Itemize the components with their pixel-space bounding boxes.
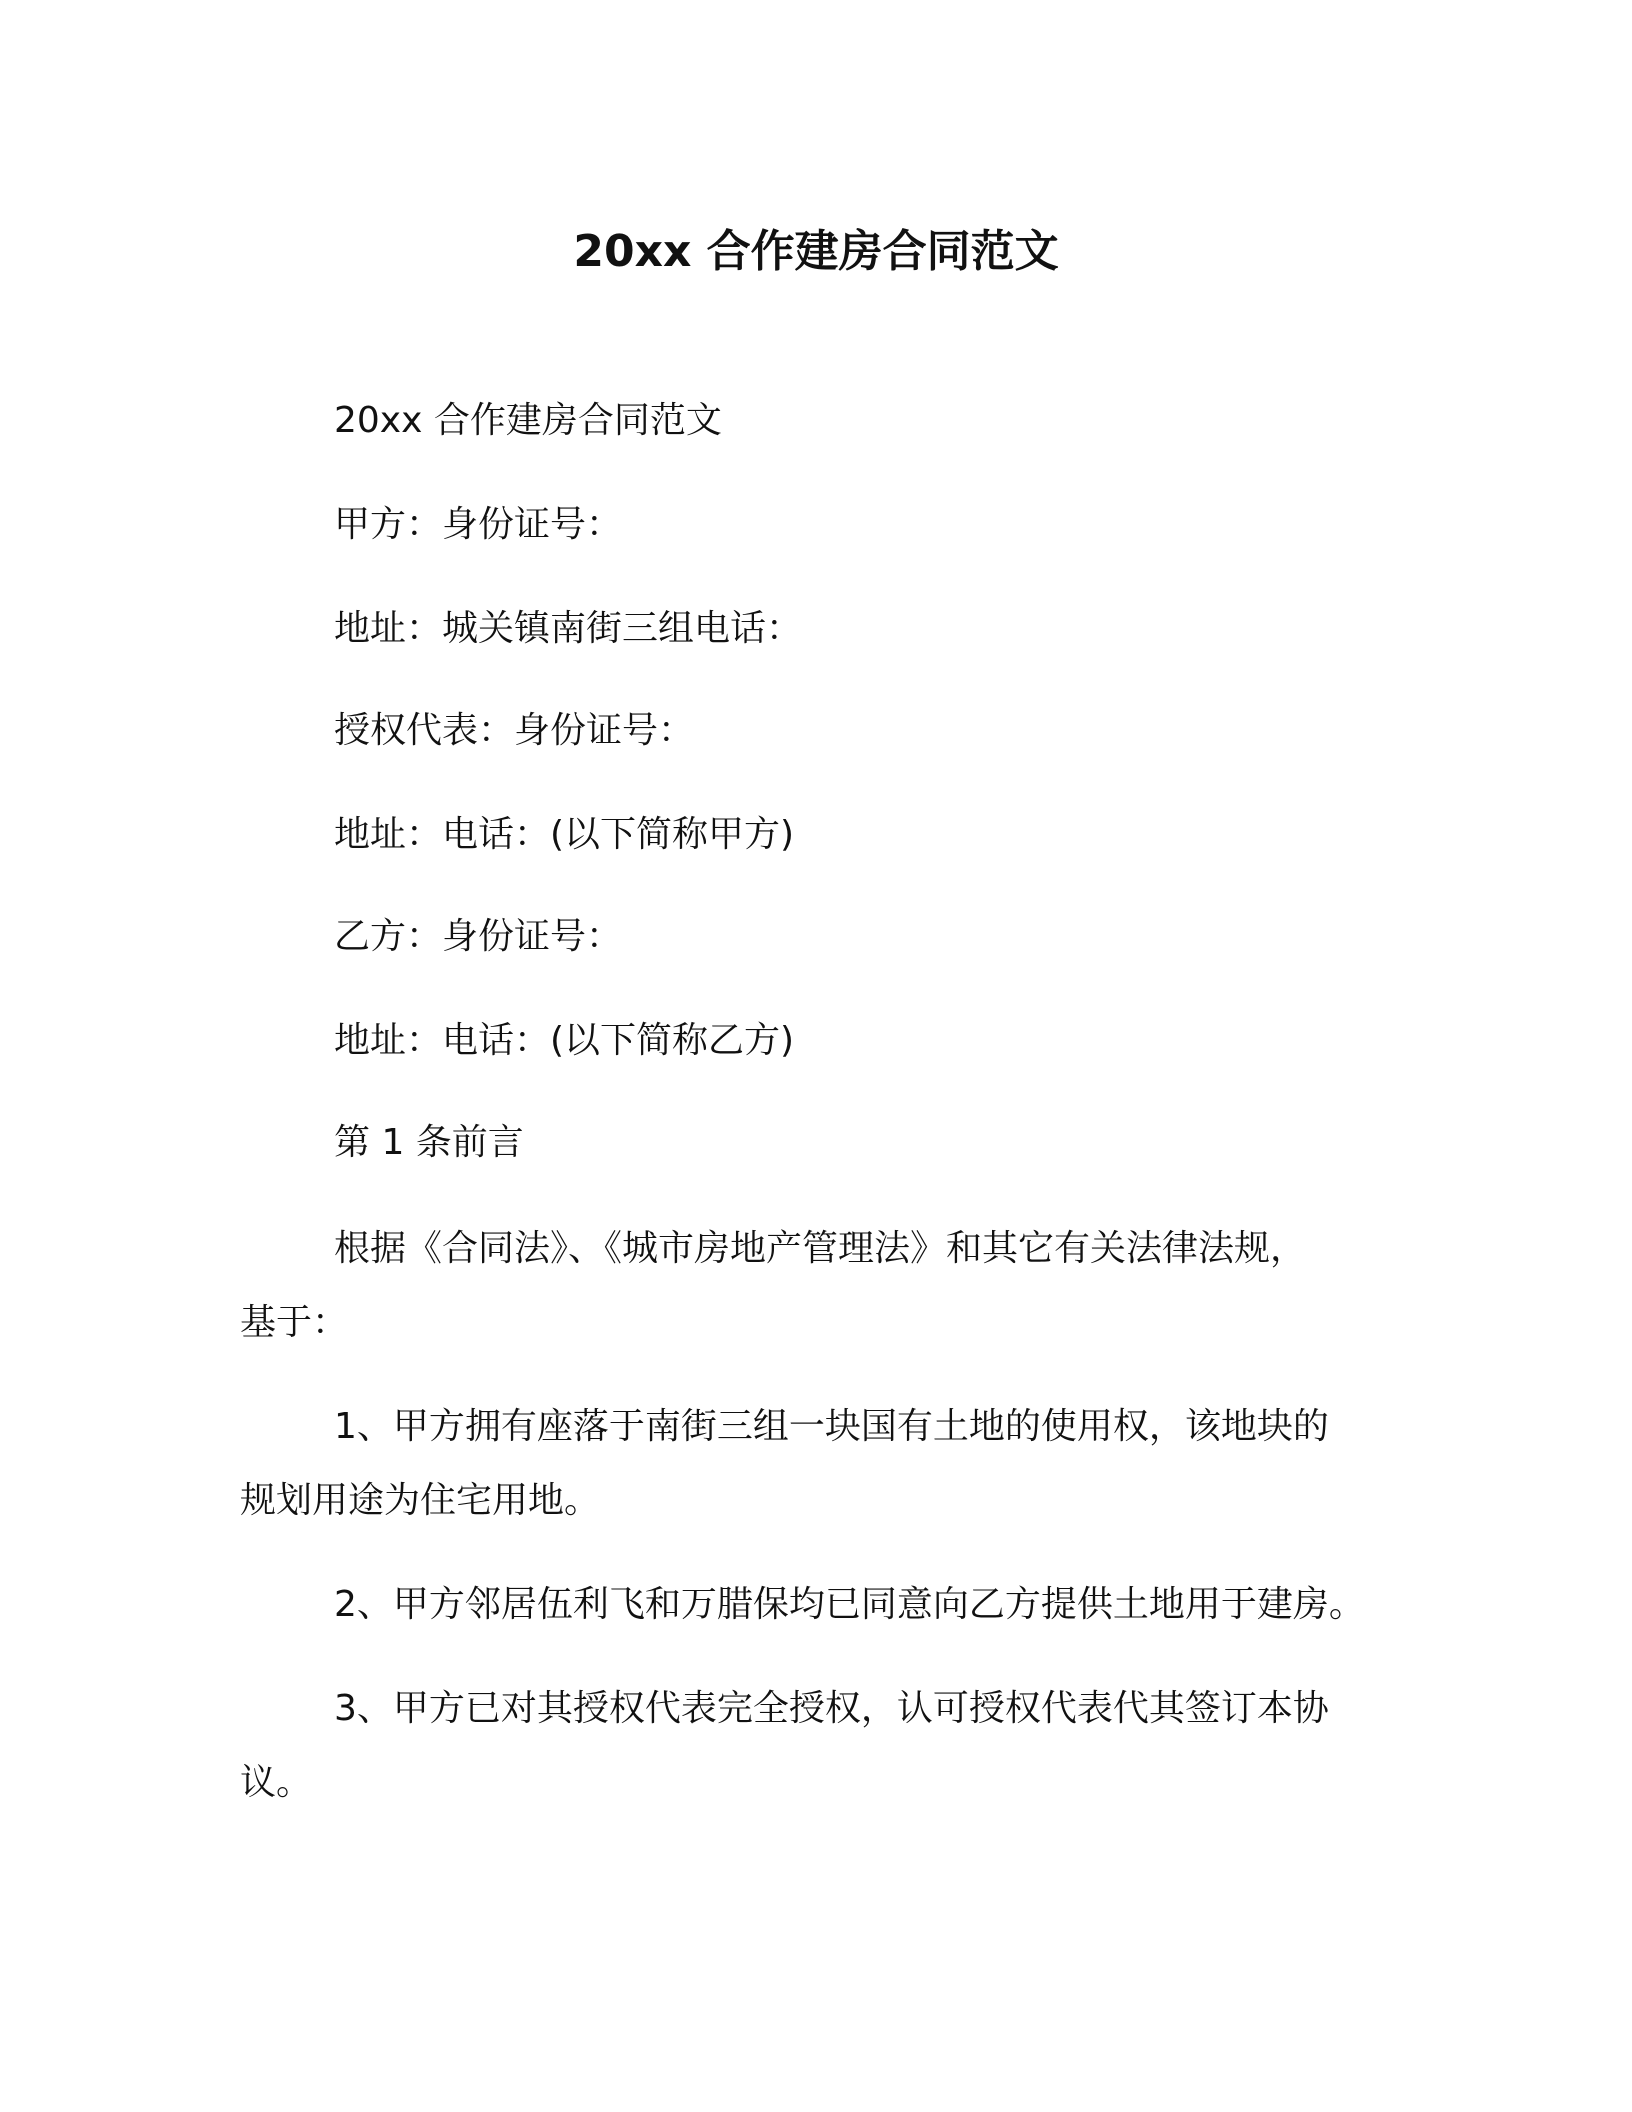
authorized-rep-line: 授权代表：身份证号： (334, 710, 695, 751)
paragraph-line: 3、甲方已对其授权代表完全授权，认可授权代表代其签订本协 (334, 1688, 1329, 1729)
party-b-line: 乙方：身份证号： (334, 916, 623, 957)
document-title: 20xx 合作建房合同范文 (573, 226, 1059, 277)
subtitle-line: 20xx 合作建房合同范文 (334, 400, 722, 441)
rep-address-line: 地址：电话：(以下简称甲方) (334, 814, 795, 855)
paragraph-line: 2、甲方邻居伍利飞和万腊保均已同意向乙方提供土地用于建房。 (334, 1584, 1365, 1625)
party-b-address-line: 地址：电话：(以下简称乙方) (334, 1020, 795, 1061)
party-a-line: 甲方：身份证号： (334, 504, 623, 545)
paragraph-line: 规划用途为住宅用地。 (240, 1480, 601, 1521)
paragraph-line: 根据《合同法》、《城市房地产管理法》和其它有关法律法规， (334, 1228, 1307, 1269)
article-heading: 第 1 条前言 (334, 1122, 524, 1163)
paragraph-line: 1、甲方拥有座落于南街三组一块国有土地的使用权，该地块的 (334, 1406, 1329, 1447)
party-a-address-line: 地址：城关镇南街三组电话： (334, 608, 803, 649)
paragraph-line: 议。 (240, 1762, 313, 1803)
paragraph-line: 基于： (240, 1302, 349, 1343)
